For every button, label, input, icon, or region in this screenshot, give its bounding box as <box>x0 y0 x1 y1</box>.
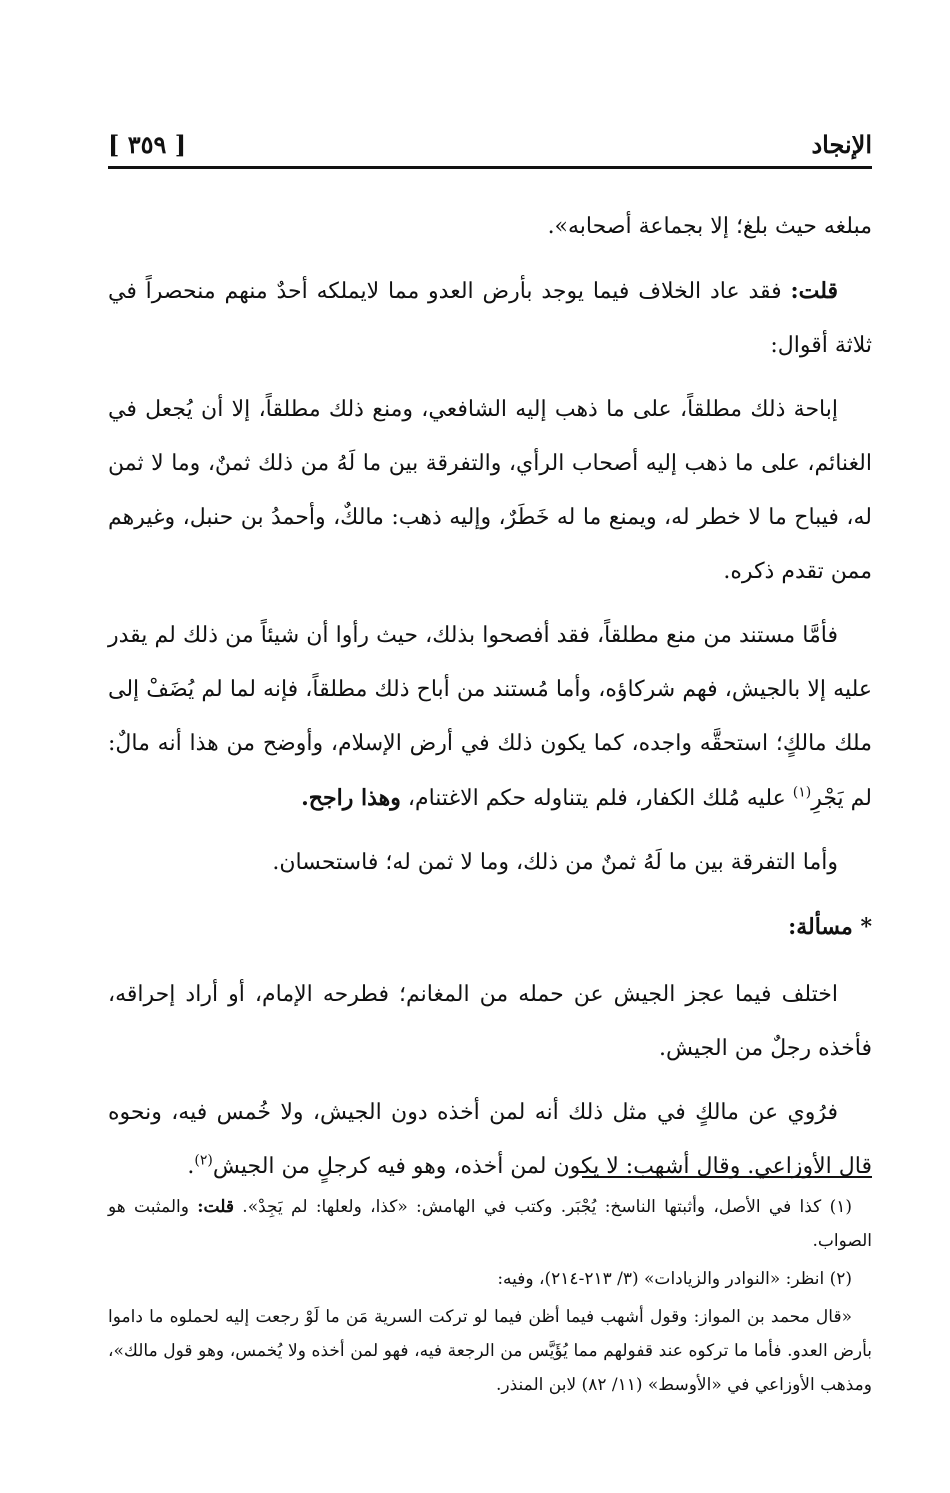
chapter-title: الإنجاد <box>811 129 872 159</box>
paragraph-3: إباحة ذلك مطلقاً، على ما ذهب إليه الشافعي، ومنع ذلك مطلقاً، إلا أن يُجعل في الغنائم، على ما ذهب إليه أصحاب الرأي، والتفرقة بين ما لَهُ من ذلك ثمنٌ، وما لا ثمن له، فيباح ما لا خطر له، ويمنع ما له خَطَرٌ، وإليه ذهب: مالكٌ، وأحمدُ بن حنبل، وغيرهم ممن تقدم ذكره. <box>108 397 872 584</box>
paragraph-4-text-2: عليه مُلك الكفار، فلم يتناوله حكم الاغتنام، <box>400 786 793 811</box>
paragraph-6: اختلف فيما عجز الجيش عن حمله من المغانم؛ فطرحه الإمام، أو أراد إحراقه، فأخذه رجلٌ من الجيش. <box>108 982 872 1061</box>
page-number: [ ٣٥٩ ] <box>108 129 187 159</box>
footnote-1-qult: قلت: <box>197 1197 234 1217</box>
paragraph-4-text: فأمَّا مستند من منع مطلقاً، فقد أفصحوا بذلك، حيث رأوا أن شيئاً من ذلك لم يقدر عليه إلا بالجيش، فهم شركاؤه، وأما مُستند من أباح ذلك مطلقاً، فإنه لما لم يُضَفْ إلى ملك مالكٍ؛ استحقَّه واجده، كما يكون ذلك في أرض الإسلام، وأوضح من هذا أنه مالٌ: لم يَجْرِ <box>108 623 872 811</box>
paragraph-1: مبلغه حيث بلغ؛ إلا بجماعة أصحابه». <box>547 214 872 239</box>
paragraph-4-conclusion: وهذا راجح. <box>301 785 401 811</box>
footnotes <box>108 1190 872 1406</box>
qult-label: قلت: <box>790 278 838 304</box>
footnote-ref-2: (٢) <box>194 1152 213 1169</box>
issue-heading: * مسألة: <box>788 914 872 940</box>
footnote-1 <box>108 1190 872 1258</box>
paragraph-4 <box>108 609 872 826</box>
page-header <box>108 122 872 169</box>
footnote-separator <box>582 1176 872 1178</box>
main-text <box>108 200 872 1204</box>
footnote-ref-1: (١) <box>792 784 812 801</box>
paragraph-5: وأما التفرقة بين ما لَهُ ثمنٌ من ذلك، وما لا ثمن له؛ فاستحسان. <box>272 850 838 875</box>
paragraph-2 <box>108 264 872 373</box>
footnote-1-text: (١) كذا في الأصل، وأثبتها الناسخ: يُجْبَر. وكتب في الهامش: «كذا، ولعلها: لم يَجِدْ». <box>233 1197 852 1217</box>
paragraph-2-text: فقد عاد الخلاف فيما يوجد بأرض العدو مما لايملكه أحدٌ منهم منحصراً في ثلاثة أقوال: <box>108 279 872 358</box>
paragraph-7-end: . <box>187 1154 195 1179</box>
footnote-1-end: والمثبت هو الصواب. <box>108 1197 872 1251</box>
footnote-2-line: (٢) انظر: «النوادر والزيادات» (٣/ ٢١٣-٢١٤)، وفيه: <box>497 1269 852 1289</box>
paragraph-7-text: فرُوي عن مالكٍ في مثل ذلك أنه لمن أخذه دون الجيش، ولا خُمس فيه، ونحوه قال الأوزاعي. وقال أشهب: لا يكون لمن أخذه، وهو فيه كرجلٍ من الجيش <box>108 1100 872 1179</box>
footnote-2-quote: «قال محمد بن المواز: وقول أشهب فيما أظن فيما لو تركت السرية مَن ما لَوْ رجعت إليه لحملوه ما داموا بأرض العدو. فأما ما تركوه عند قفولهم مما يُؤَيَّس من الرجعة فيه، فهو لمن أخذه ولا يُخمس، وهو قول مالك»، ومذهب الأوزاعي في «الأوسط» (١١/ ٨٢) لابن المنذر. <box>108 1307 872 1395</box>
